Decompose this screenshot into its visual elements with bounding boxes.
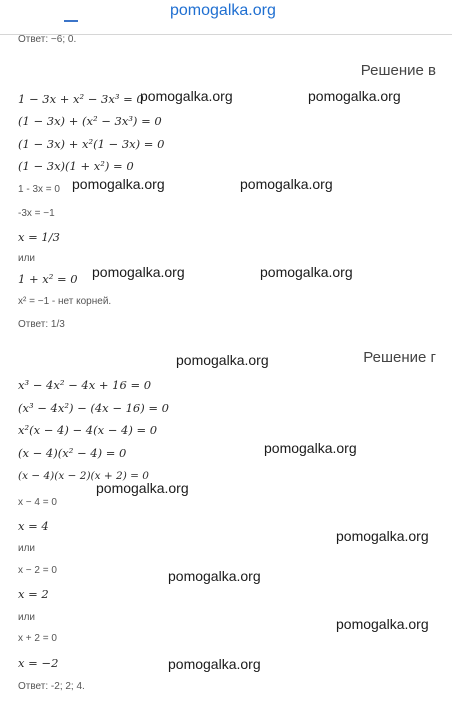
solution-v-line: 1 + x² = 0 [18, 272, 78, 286]
solution-g-line: x = 4 [18, 519, 49, 533]
watermark: pomogalka.org [176, 352, 269, 368]
solution-g-line: или [18, 543, 36, 554]
solution-v-answer: Ответ: 1/3 [18, 319, 65, 330]
solution-g-line: x − 2 = 0 [18, 565, 57, 576]
solution-g-line: x = 2 [18, 587, 49, 601]
watermark: pomogalka.org [140, 88, 233, 104]
watermark: pomogalka.org [260, 264, 353, 280]
solution-g-line: x = −2 [18, 656, 59, 670]
solution-v-line: x = 1/3 [18, 230, 60, 244]
solution-v-line: или [18, 253, 36, 264]
watermark: pomogalka.org [308, 88, 401, 104]
watermark: pomogalka.org [168, 568, 261, 584]
solution-g-answer: Ответ: -2; 2; 4. [18, 681, 85, 692]
solution-v-line: 1 - 3x = 0 [18, 184, 60, 195]
watermark: pomogalka.org [240, 176, 333, 192]
solution-g-line: или [18, 612, 36, 623]
solution-g-line: x²(x − 4) − 4(x − 4) = 0 [18, 423, 158, 437]
watermark: pomogalka.org [92, 264, 185, 280]
solution-v-line: 1 − 3x + x² − 3x³ = 0 [18, 92, 144, 106]
solution-g-line: (x − 4)(x² − 4) = 0 [18, 446, 127, 460]
site-watermark-top: pomogalka.org [170, 2, 276, 19]
solution-g-line: x + 2 = 0 [18, 633, 57, 644]
solution-g-line: (x − 4)(x − 2)(x + 2) = 0 [18, 470, 149, 482]
previous-answer: Ответ: −6; 0. [18, 34, 77, 45]
solution-v-line: x² = −1 - нет корней. [18, 296, 112, 307]
solution-v-heading: Решение в [360, 62, 436, 79]
solution-g-line: (x³ − 4x²) − (4x − 16) = 0 [18, 401, 169, 415]
solution-v-line: -3x = −1 [18, 208, 55, 219]
solution-v-line: (1 − 3x)(1 + x²) = 0 [18, 159, 134, 173]
watermark: pomogalka.org [72, 176, 165, 192]
watermark: pomogalka.org [264, 440, 357, 456]
solution-g-line: x − 4 = 0 [18, 497, 57, 508]
solution-g-heading: Решение г [363, 349, 436, 366]
watermark: pomogalka.org [336, 616, 429, 632]
header-accent-mark [64, 20, 78, 22]
solution-v-line: (1 − 3x) + x²(1 − 3x) = 0 [18, 137, 165, 151]
watermark: pomogalka.org [96, 480, 189, 496]
solution-v-line: (1 − 3x) + (x² − 3x³) = 0 [18, 114, 162, 128]
watermark: pomogalka.org [336, 528, 429, 544]
watermark: pomogalka.org [168, 656, 261, 672]
solution-g-line: x³ − 4x² − 4x + 16 = 0 [18, 378, 152, 392]
